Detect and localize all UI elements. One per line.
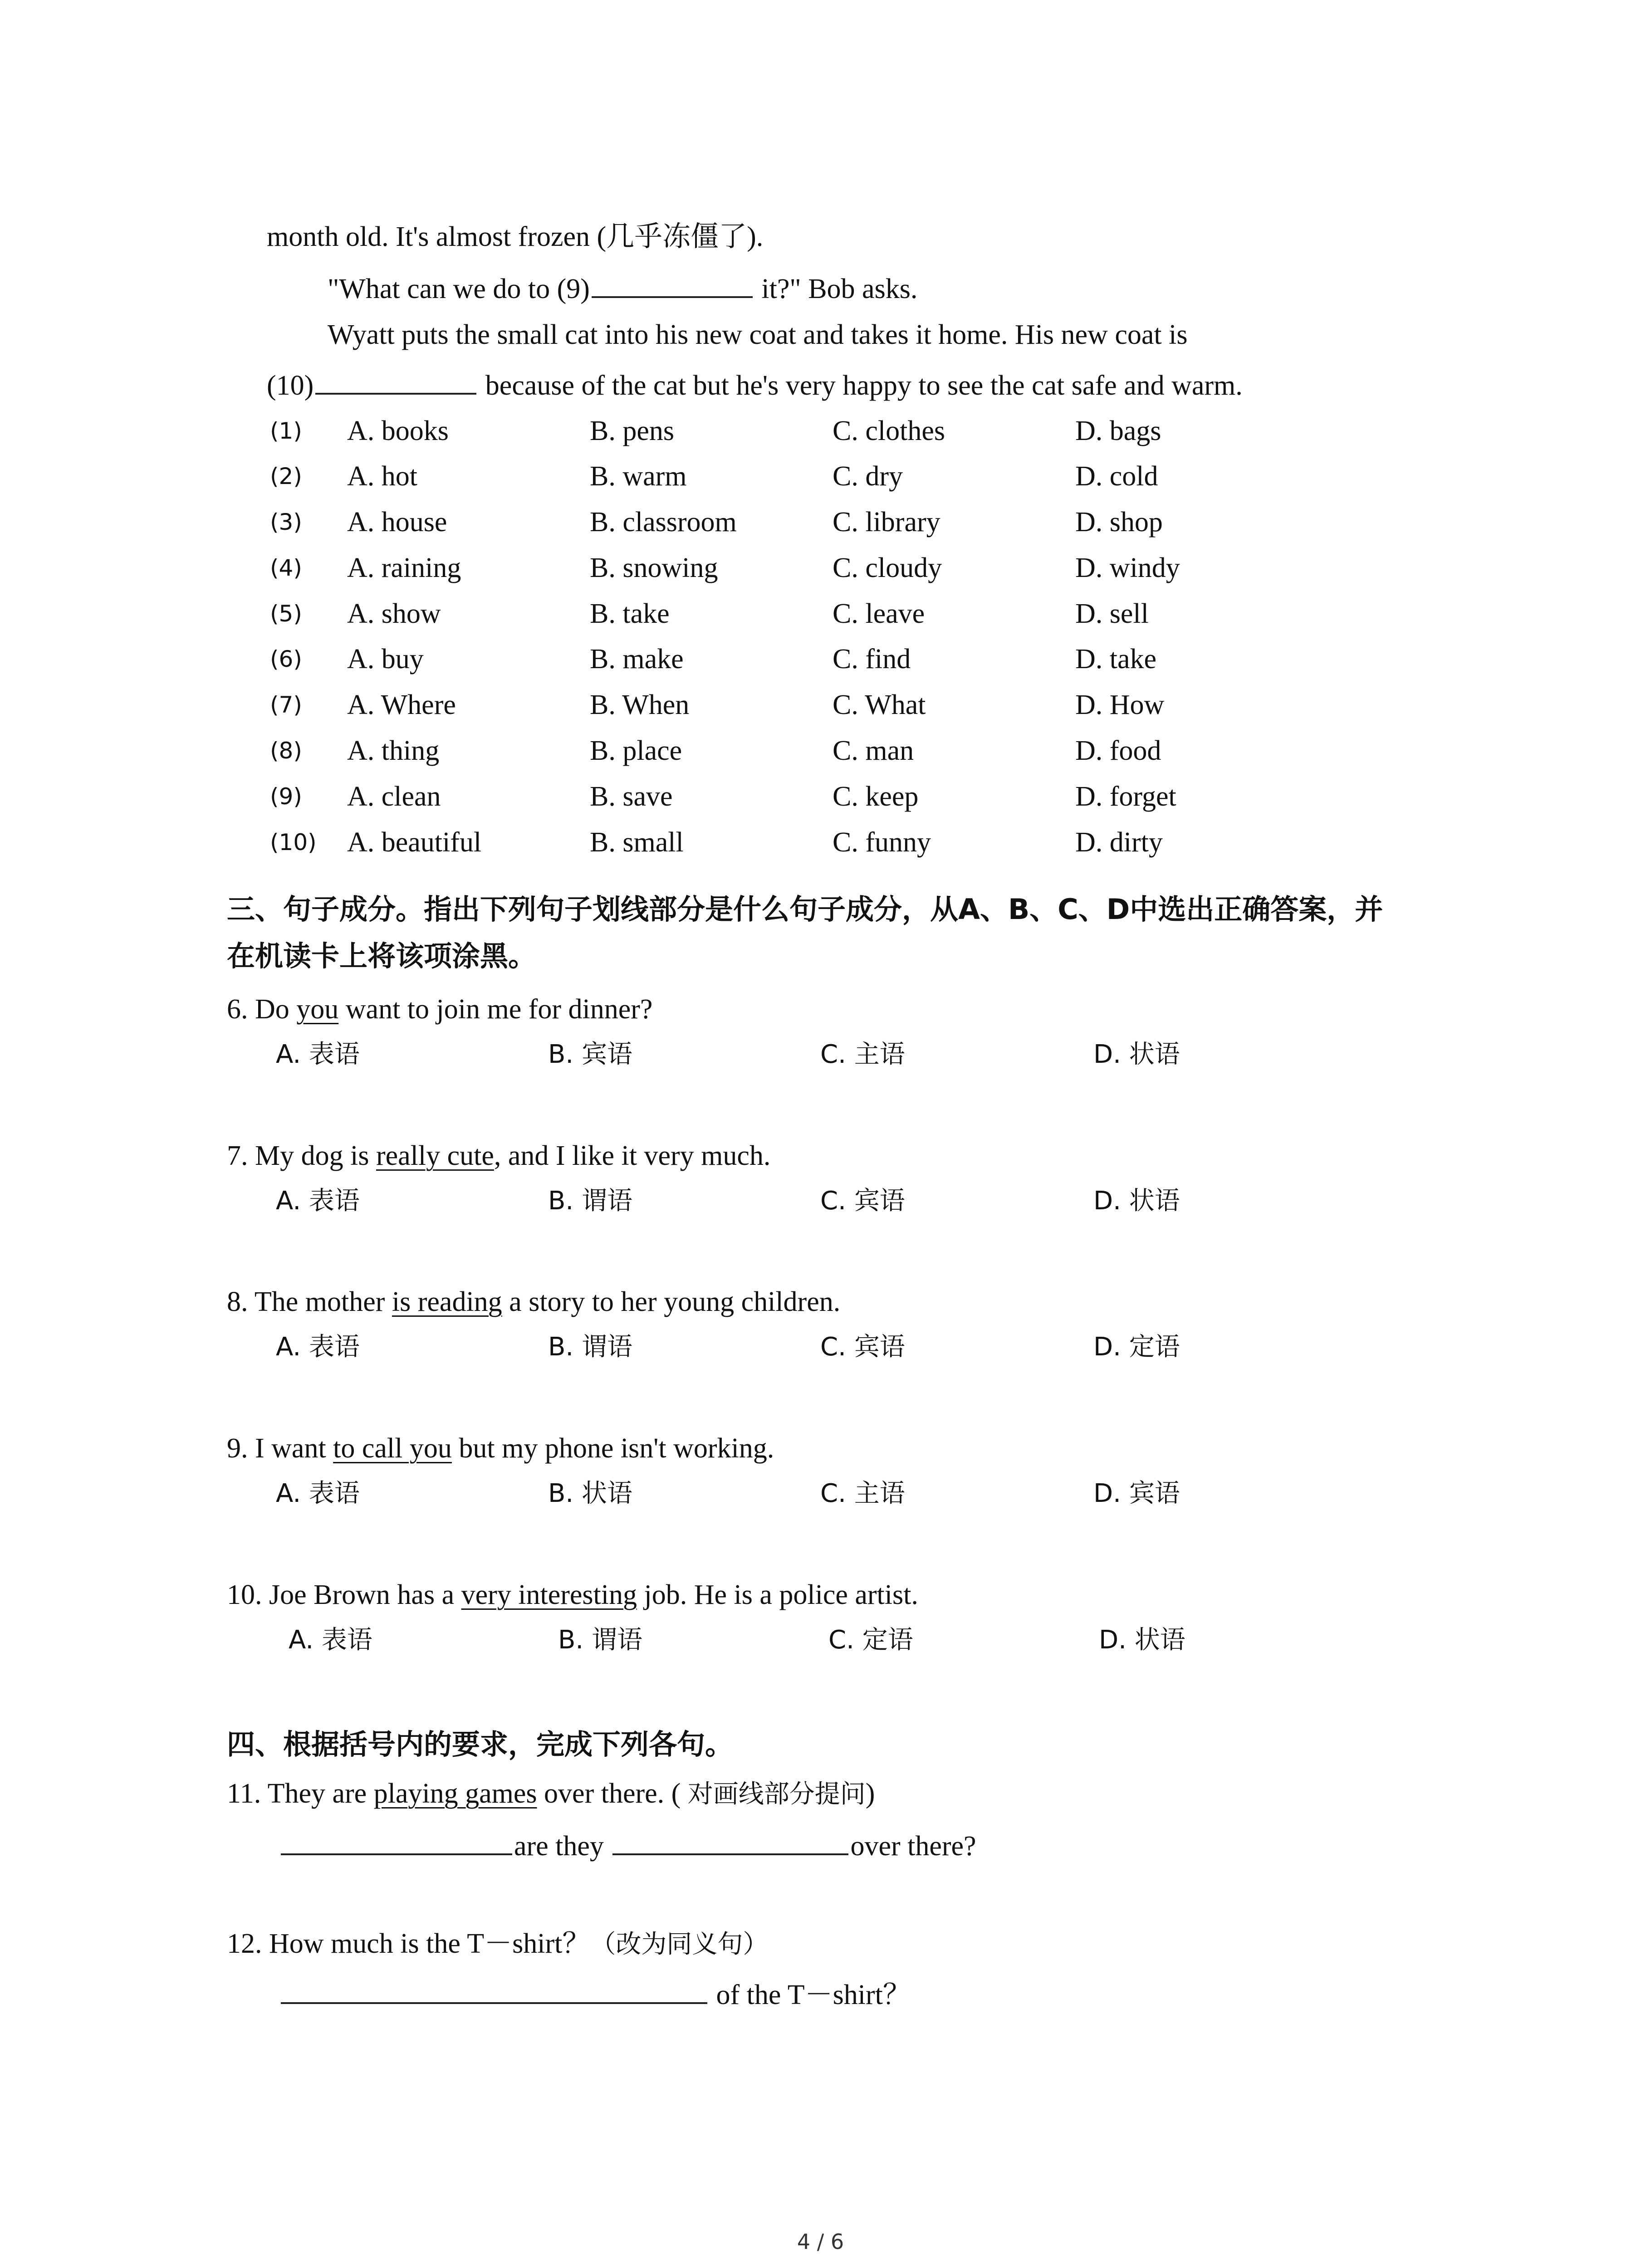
option-c[interactable]: C. library [833, 507, 941, 538]
passage-line-1 [267, 219, 763, 255]
answer-text: over there? [850, 1831, 976, 1862]
question-number: 8. [227, 1286, 248, 1317]
option-c[interactable]: C. clothes [833, 415, 945, 446]
option-number: (6) [270, 646, 302, 672]
option-d[interactable]: D. sell [1075, 598, 1149, 629]
choice-d[interactable]: D. 状语 [1093, 1040, 1180, 1069]
question-10 [227, 1577, 918, 1613]
choice-d[interactable]: D. 状语 [1093, 1186, 1180, 1216]
option-d[interactable]: D. bags [1075, 415, 1161, 446]
option-a[interactable]: A. hot [347, 461, 417, 492]
underlined-part: is reading [392, 1286, 502, 1317]
choice-c[interactable]: C. 宾语 [820, 1332, 905, 1362]
answer-line-12 [279, 1976, 911, 2013]
option-a[interactable]: A. raining [347, 552, 461, 583]
option-a[interactable]: A. books [347, 415, 449, 446]
question-text: I want [255, 1433, 333, 1464]
passage-text: month old. It's almost frozen (几乎冻僵了). [267, 221, 764, 252]
option-d[interactable]: D. shop [1075, 507, 1163, 538]
section-4-title: 四、根据括号内的要求，完成下列各句。 [227, 1728, 734, 1761]
option-number: (2) [270, 463, 302, 489]
question-text: but my phone isn't working. [451, 1433, 774, 1464]
question-8 [227, 1284, 840, 1320]
choice-c[interactable]: C. 定语 [828, 1625, 913, 1655]
passage-text: (10) [267, 370, 314, 401]
option-b[interactable]: B. snowing [590, 552, 718, 583]
option-b[interactable]: B. small [590, 827, 684, 858]
option-a[interactable]: A. Where [347, 689, 456, 720]
answer-line-11 [279, 1827, 976, 1864]
option-number: (7) [270, 692, 302, 718]
choice-b[interactable]: B. 状语 [548, 1479, 633, 1508]
option-a[interactable]: A. house [347, 507, 447, 538]
option-row [0, 413, 1641, 449]
option-b[interactable]: B. place [590, 735, 682, 766]
question-number: 12. [227, 1928, 262, 1959]
question-text: Joe Brown has a [269, 1579, 461, 1610]
option-c[interactable]: C. dry [833, 461, 903, 492]
answer-text: of the T－shirt？ [709, 1980, 911, 2010]
option-row [0, 596, 1641, 632]
choice-c[interactable]: C. 宾语 [820, 1186, 905, 1216]
answer-blank[interactable] [612, 1827, 848, 1855]
option-number: (10) [270, 829, 317, 855]
option-a[interactable]: A. show [347, 598, 441, 629]
option-d[interactable]: D. cold [1075, 461, 1158, 492]
question-text: job. He is a police artist. [637, 1579, 918, 1610]
option-number: (1) [270, 418, 302, 444]
answer-blank-10[interactable] [315, 367, 476, 395]
question-number: 9. [227, 1433, 248, 1464]
choice-d[interactable]: D. 宾语 [1093, 1479, 1180, 1508]
option-number: (5) [270, 601, 302, 627]
answer-blank-9[interactable] [592, 270, 753, 298]
question-text: a story to her young children. [502, 1286, 841, 1317]
choice-d[interactable]: D. 状语 [1099, 1625, 1185, 1655]
option-c[interactable]: C. keep [833, 781, 919, 812]
passage-line-4 [267, 367, 1243, 404]
option-d[interactable]: D. food [1075, 735, 1161, 766]
passage-text: it?" Bob asks. [754, 274, 918, 304]
answer-blank[interactable] [281, 1976, 707, 2004]
question-text: They are [267, 1778, 374, 1809]
question-12 [227, 1926, 768, 1963]
question-text: ) [865, 1778, 875, 1809]
choice-b[interactable]: B. 谓语 [558, 1625, 643, 1655]
option-c[interactable]: C. man [833, 735, 914, 766]
page-number: 4 / 6 [797, 2229, 844, 2254]
choice-c[interactable]: C. 主语 [820, 1479, 905, 1508]
question-6 [227, 991, 652, 1027]
option-d[interactable]: D. dirty [1075, 827, 1163, 858]
passage-line-2 [328, 270, 917, 307]
choice-a[interactable]: A. 表语 [276, 1332, 360, 1362]
option-c[interactable]: C. leave [833, 598, 925, 629]
choice-a[interactable]: A. 表语 [276, 1040, 360, 1069]
option-number: (8) [270, 738, 302, 764]
section-3-title-line2: 在机读卡上将该项涂黑。 [227, 939, 537, 973]
option-row [0, 733, 1641, 769]
choice-a[interactable]: A. 表语 [289, 1625, 372, 1655]
option-d[interactable]: D. windy [1075, 552, 1180, 583]
question-text: want to join me for dinner? [338, 994, 653, 1025]
choice-a[interactable]: A. 表语 [276, 1479, 360, 1508]
answer-blank[interactable] [281, 1827, 512, 1855]
option-row [0, 458, 1641, 494]
option-b[interactable]: B. take [590, 598, 670, 629]
option-row [0, 824, 1641, 860]
question-text: Do [255, 994, 297, 1025]
option-b[interactable]: B. pens [590, 415, 674, 446]
option-c[interactable]: C. find [833, 644, 911, 675]
question-9 [227, 1430, 774, 1466]
passage-text: Wyatt puts the small cat into his new coat and takes it home. His new coat is [328, 319, 1188, 350]
option-row [0, 687, 1641, 723]
question-number: 10. [227, 1579, 262, 1610]
option-d[interactable]: D. forget [1075, 781, 1176, 812]
choice-a[interactable]: A. 表语 [276, 1186, 360, 1216]
option-d[interactable]: D. take [1075, 644, 1157, 675]
option-c[interactable]: C. funny [833, 827, 931, 858]
instruction-hint: （改为同义句） [590, 1930, 769, 1959]
option-c[interactable]: C. What [833, 689, 926, 720]
choice-b[interactable]: B. 宾语 [548, 1040, 633, 1069]
option-b[interactable]: B. When [590, 689, 690, 720]
question-text: How much is the T－shirt？ [269, 1928, 591, 1959]
option-b[interactable]: B. warm [590, 461, 687, 492]
option-a[interactable]: A. thing [347, 735, 440, 766]
option-row [0, 641, 1641, 677]
question-number: 11. [227, 1778, 261, 1809]
option-b[interactable]: B. save [590, 781, 673, 812]
option-c[interactable]: C. cloudy [833, 552, 942, 583]
option-d[interactable]: D. How [1075, 689, 1165, 720]
choice-b[interactable]: B. 谓语 [548, 1186, 633, 1216]
instruction-hint: 对画线部分提问 [687, 1779, 866, 1809]
question-text: over there. ( [537, 1778, 688, 1809]
choice-b[interactable]: B. 谓语 [548, 1332, 633, 1362]
option-a[interactable]: A. buy [347, 644, 424, 675]
question-number: 6. [227, 994, 248, 1025]
passage-text: because of the cat but he's very happy to see the cat safe and warm. [478, 370, 1243, 401]
underlined-part: very interesting [461, 1579, 637, 1610]
choice-d[interactable]: D. 定语 [1093, 1332, 1180, 1362]
question-number: 7. [227, 1140, 248, 1171]
choice-c[interactable]: C. 主语 [820, 1040, 905, 1069]
passage-text: "What can we do to (9) [328, 274, 590, 304]
option-number: (3) [270, 509, 302, 535]
question-text: My dog is [255, 1140, 376, 1171]
section-3-title-line1: 三、句子成分。指出下列句子划线部分是什么句子成分，从A、B、C、D中选出正确答案，并 [227, 893, 1383, 926]
option-row [0, 504, 1641, 540]
underlined-part: playing games [373, 1778, 537, 1809]
underlined-part: really cute [376, 1140, 494, 1171]
underlined-part: to call you [333, 1433, 452, 1464]
answer-text: are they [514, 1831, 611, 1862]
underlined-part: you [296, 994, 339, 1025]
passage-line-3 [328, 317, 1187, 353]
option-number: (9) [270, 783, 302, 810]
question-text: The mother [254, 1286, 392, 1317]
option-number: (4) [270, 555, 302, 581]
option-row [0, 778, 1641, 815]
option-row [0, 550, 1641, 586]
option-b[interactable]: B. classroom [590, 507, 737, 538]
question-7 [227, 1138, 770, 1174]
question-11 [227, 1775, 875, 1813]
option-a[interactable]: A. clean [347, 781, 441, 812]
option-b[interactable]: B. make [590, 644, 684, 675]
option-a[interactable]: A. beautiful [347, 827, 482, 858]
question-text: , and I like it very much. [494, 1140, 771, 1171]
